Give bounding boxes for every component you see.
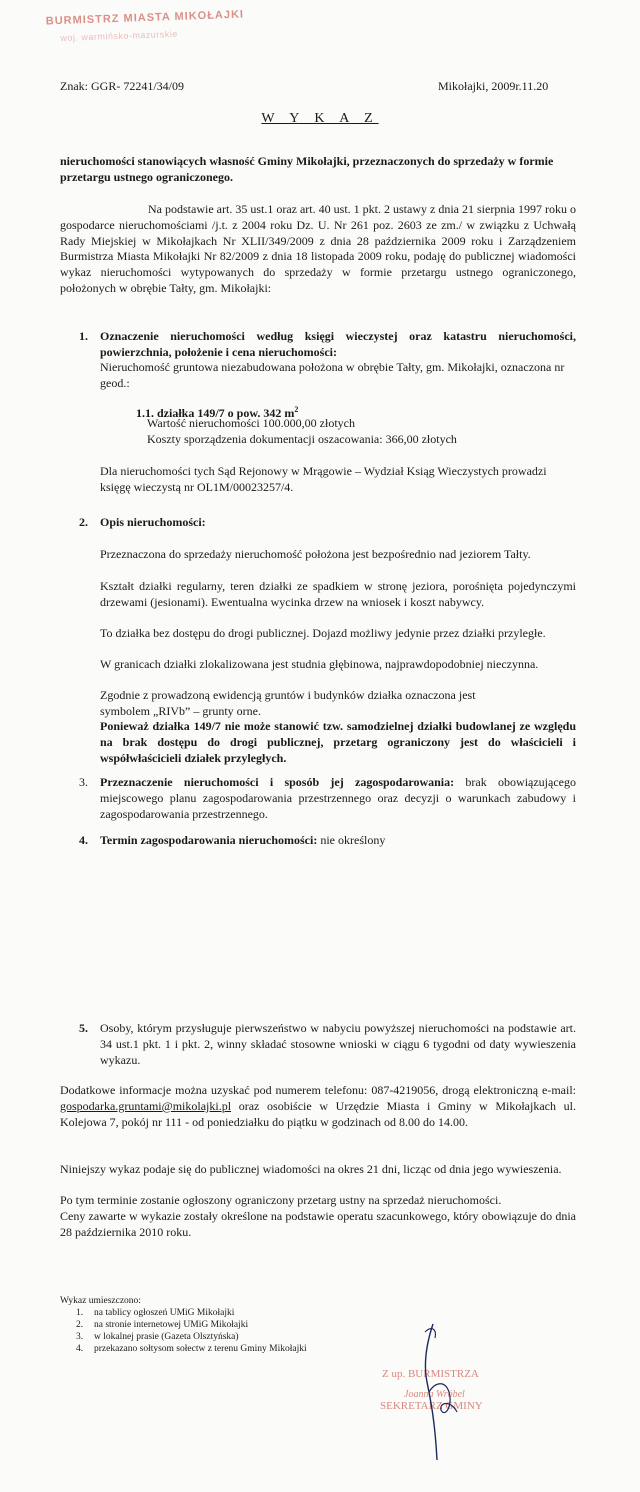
section-4-text: nie określony [320,833,386,847]
posted-item: 1. na tablicy ogłoszeń UMiG Mikołajki [76,1308,235,1318]
intro-paragraph: Na podstawie art. 35 ust.1 oraz art. 40 ust. 1 pkt. 2 ustawy z dnia 21 sierpnia 1997 roku o gospodarce nieruchomościami /j.t. z 2004 roku Dz. U. Nr 261 poz. 2603 ze zm./ w związku z Uchwałą Rady Miejskiej w Mikołajkach Nr XLII/349/2009 z dnia 28 października 2009 roku i Zarządzeniem Burmistrza Miasta Mikołajki Nr 82/2009 z dnia 18 listopada 2009 roku, podaję do publicznej wiadomości wykaz nieruchomości wytypowanych do sprzedaży w formie przetargu ustnego ograniczonego, położonych w obrębie Tałty, gm. Mikołajki: [60,202,576,295]
section-1-number: 1. [79,329,88,343]
section-3-number: 3. [79,775,88,789]
description-p3: To działka bez dostępu do drogi publicznej. Dojazd możliwy jedynie przez działki przyległe. [100,626,546,640]
plot-heading-sup: 2 [294,405,299,414]
signature-stamp-line1: Z up. BURMISTRZA [382,1368,479,1380]
section-3-body [100,775,576,822]
contact-email-link[interactable]: gospodarka.gruntami@mikolajki.pl [60,1098,232,1113]
section-2-number: 2. [79,515,88,529]
description-p4: W granicach działki zlokalizowana jest studnia głębinowa, najprawdopodobniej nieczynna. [100,657,539,671]
section-1-text: Nieruchomość gruntowa niezabudowana położona w obrębie Tałty, gm. Mikołajki, oznaczona nr geod.: [100,360,565,390]
posted-list [76,1307,376,1355]
section-5-text: Osoby, którym przysługuje pierwszeństwo w nabyciu powyższej nieruchomości na podstawie art. 34 ust.1 pkt. 1 i pkt. 2, winny składać stosowne wnioski w ciągu 6 tygodni od daty wywieszenia wykazu. [100,1021,576,1067]
contact-post: oraz osobiście w Urzędzie Miasta i Gminy w Mikołajkach ul. Kolejowa 7, pokój nr 111 - od poniedziałku do piątku w godzinach od 8.00 do 14.00. [60,1098,576,1129]
posted-item: 4. przekazano sołtysom sołectw z terenu Gminy Mikołajki [76,1344,307,1354]
section-3-heading: Przeznaczenie nieruchomości i sposób jej zagospodarowania: [100,775,455,789]
section-4-heading: Termin zagospodarowania nieruchomości: [100,833,318,847]
reference-number: Znak: GGR- 72241/34/09 [60,79,184,93]
valuation-costs: Koszty sporządzenia dokumentacji oszacowania: 366,00 złotych [147,432,457,446]
section-5-number: 5. [79,1021,88,1035]
section-2-heading: Opis nieruchomości: [100,515,206,529]
document-date: Mikołajki, 2009r.11.20 [438,79,549,93]
section-4-body [100,833,576,849]
description-p5: Zgodnie z prowadzoną ewidencją gruntów i budynków działka oznaczona jest symbolem „RIVb” – grunty orne. [100,688,476,718]
signature-stamp-line3: SEKRETARZ GMINY [380,1400,483,1412]
description-p1: Przeznaczona do sprzedaży nieruchomość położona jest bezpośrednio nad jeziorem Tałty. [100,547,531,561]
office-stamp [46,9,245,44]
description-p2: Kształt działki regularny, teren działki ze spadkiem w stronę jeziora, porośnięta pojedynczymi drzewami (jesionami). Ewentualna wycinka drzew na wniosek i koszt nabywcy. [100,579,576,609]
land-register-info: Dla nieruchomości tych Sąd Rejonowy w Mrągowie – Wydział Ksiąg Wieczystych prowadzi księgę wieczystą nr OL1M/00023257/4. [100,464,547,494]
office-stamp-line1: BURMISTRZ MIASTA MIKOŁAJKI [45,8,245,28]
posted-item: 2. na stronie internetowej UMiG Mikołajki [76,1320,249,1330]
posted-heading: Wykaz umieszczono: [60,1296,141,1306]
plot-heading-text: 1.1. działka 149/7 o pow. 342 m [136,406,295,420]
section-3-text: brak obowiązującego miejscowego planu zagospodarowania przestrzennego oraz decyzji o warunkach zabudowy i zagospodarowania przestrzennego. [100,775,576,821]
closing-p1: Niniejszy wykaz podaje się do publicznej wiadomości na okres 21 dni, licząc od dnia jego wywieszenia. [60,1162,562,1176]
property-value: Wartość nieruchomości 100.000,00 złotych [147,416,355,430]
closing-p3: Ceny zawarte w wykazie zostały określone na podstawie operatu szacunkowego, który obowiązuje do dnia 28 października 2010 roku. [60,1209,576,1239]
contact-pre: Dodatkowe informacje można uzyskać pod numerem telefonu: 087-4219056, drogą elektroniczną e-mail: [60,1083,576,1097]
signature-stamp-name: Joanna Wróbel [404,1389,465,1400]
closing-p2: Po tym terminie zostanie ogłoszony ograniczony przetarg ustny na sprzedaż nieruchomości. [60,1193,502,1207]
document-subtitle: nieruchomości stanowiących własność Gminy Mikołajki, przeznaczonych do sprzedaży w formie przetargu ustnego ograniczonego. [60,154,554,184]
handwritten-signature [405,1322,475,1462]
section-4-number: 4. [79,833,88,847]
posted-item: 3. w lokalnej prasie (Gazeta Olsztyńska) [76,1332,239,1342]
contact-paragraph [60,1083,576,1130]
section-1-heading: Oznaczenie nieruchomości według księgi wieczystej oraz katastru nieruchomości, powierzchnia, położenie i cena nieruchomości: [100,329,576,359]
office-stamp-line2: woj. warmińsko-mazurskie [60,28,179,43]
description-p6: Ponieważ działka 149/7 nie może stanowić tzw. samodzielnej działki budowlanej ze względu na brak dostępu do drogi publicznej, przetarg ograniczony jest do właścicieli i współwłaścicieli działek przyległych. [100,719,576,765]
document-title: W Y K A Z [261,111,379,126]
